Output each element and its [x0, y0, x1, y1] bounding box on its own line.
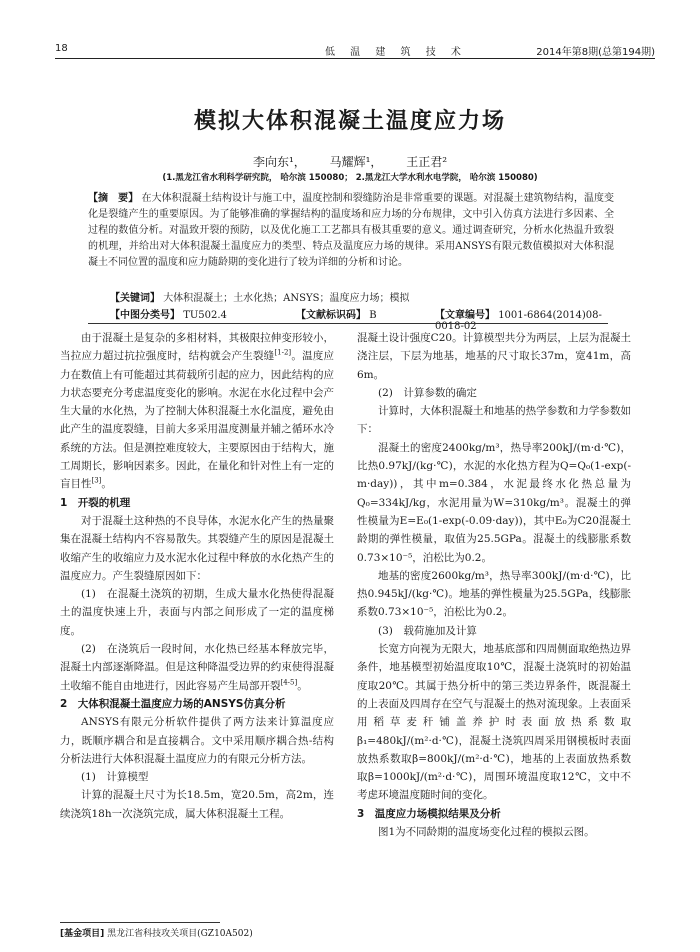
section-heading-1: 1 开裂的机理 — [60, 496, 131, 509]
paragraph: 混凝土的密度2400kg/m³，热导率200kJ/(m·d·℃)，比热0.97kJ/(kg·℃)，水泥的水化热方程为Q=Q₀(1-exp(-m·day))，其中m=0.384，水泥最终水化热总量为Q₀=334kJ/kg，水泥用量为W=310kg/m³。混凝土的弹性模量为E=E₀(1-exp(-0.09·day))，其中E₀为C20混凝土龄期的弹性模量，取值为25.5GPa。混凝土的线膨胀系数0.73×10⁻⁵，泊松比为0.2。 — [357, 441, 631, 564]
left-column — [60, 329, 334, 823]
journal-name: 低 温 建 筑 技 术 — [325, 47, 467, 58]
section-heading-3: 3 温度应力场模拟结果及分析 — [357, 807, 501, 820]
clc-value: TU502.4 — [183, 310, 227, 321]
abstract-text: 在大体积混凝土结构设计与施工中，温度控制和裂缝防治是非常重要的课题。对混凝土建筑物结构，温度变化是裂缝产生的重要原因。为了能够准确的掌握结构的温度场和应力场的分布规律，文中引入仿真方法进行多因素、全过程的数值分析。对温致开裂的预防，以及优化施工工艺都具有极其重要的意义。通过调查研究，分析水化热温升致裂的机理，并给出对大体积混凝土温度应力的类型、特点及温度应力场的规律。采用ANSYS有限元数值模拟对大体积混凝土不同位置的温度和应力随龄期的变化进行了较为详细的分析和讨论。 — [88, 193, 615, 268]
subsection-heading: (3) 载荷施加及计算 — [378, 624, 477, 637]
paper-title: 模拟大体积混凝土温度应力场 — [193, 109, 506, 134]
author-3: 王正君² — [406, 155, 448, 169]
paragraph: (1) 在混凝土浇筑的初期，生成大量水化热使得混凝土的温度快速上升，表面与内部之间形成了一定的温度梯度。 — [60, 588, 334, 637]
keywords — [110, 289, 620, 304]
footnote-text: 黑龙江省科技攻关项目(GZ10A502) — [107, 929, 253, 939]
paragraph: ANSYS有限元分析软件提供了两方法来计算温度应力，既顺序耦合和是直接耦合。文中采用顺序耦合热-结构分析法进行大体积混凝土温度应力的有限元分析方法。 — [60, 716, 334, 765]
author-list — [0, 153, 700, 170]
subsection-heading: (2) 计算参数的确定 — [378, 386, 477, 399]
paragraph: 地基的密度2600kg/m³，热导率300kJ/(m·d·℃)，比热0.945kJ/(kg·℃)。地基的弹性模量为25.5GPa，线膨胀系数0.73×10⁻⁵，泊松比为0.2。 — [357, 569, 631, 619]
section-heading-2: 2 大体积混凝土温度应力场的ANSYS仿真分析 — [60, 697, 286, 710]
footnote — [60, 926, 253, 939]
paragraph: 混凝土设计强度C20。计算模型共分为两层，上层为混凝土浇注层，下层为地基，地基的尺寸取长37m，宽41m，高6m。 — [357, 332, 631, 381]
page-number: 18 — [55, 43, 68, 54]
paragraph: 计算的混凝土尺寸为长18.5m，宽20.5m，高2m，连续浇筑18h一次浇筑完成，属大体积混凝土工程。 — [60, 789, 334, 820]
paragraph: (2) 在浇筑后一段时间，水化热已经基本释放完毕，混凝土内部逐渐降温。但是这种降温受边界的约束使得混凝土收缩不能自由地进行，因此容易产生局部开裂[4-5]。 — [60, 643, 334, 692]
paragraph: 计算时，大体积混凝土和地基的热学参数和力学参数如下： — [357, 405, 631, 436]
abstract — [88, 191, 614, 271]
paragraph: 对于混凝土这种热的不良导体，水泥水化产生的热量聚集在混凝土结构内不容易散失。其裂缝产生的原因是混凝土收缩产生的收缩应力及水泥水化过程中释放的水化热产生的温度应力。产生裂缝原因如下： — [60, 514, 334, 582]
subsection-heading: (1) 计算模型 — [81, 771, 149, 784]
footnote-rule — [60, 922, 220, 923]
paragraph: 长宽方向视为无限大，地基底部和四周侧面取绝热边界条件，地基模型初始温度取10℃，混凝土浇筑时的初始温度取20℃。其属于热分析中的第三类边界条件，既混凝土的上表面及四周存在空气与混凝土的热对流现象。上表面采用稻草麦秆铺盖养护时表面放热系数取β₁=480kJ/(m²·d·℃)，混凝土浇筑四周采用钢模板时表面放热系数取β=800kJ/(m²·d·℃)，地基的上表面放热系数取β=1000kJ/(m²·d·℃)，周围环境温度取12℃，文中不考虑环境温度随时间的变化。 — [357, 643, 631, 802]
doc-code-value: B — [369, 310, 377, 321]
paragraph: 图1为不同龄期的温度场变化过程的模拟云图。 — [378, 826, 595, 839]
abstract-label: 【摘 要】 — [88, 193, 139, 204]
doc-code-label: 【文献标识码】 — [296, 310, 366, 321]
keywords-label: 【关键词】 — [110, 293, 160, 304]
author-2: 马耀辉¹， — [329, 155, 383, 169]
footnote-label: [基金项目] — [60, 929, 105, 939]
author-1: 李向东¹， — [252, 155, 306, 169]
article-no-label: 【文章编号】 — [435, 310, 495, 321]
issue-info: 2014年第8期(总第194期) — [536, 47, 655, 58]
clc-label: 【中图分类号】 — [110, 310, 180, 321]
affiliation: (1.黑龙江省水利科学研究院， 哈尔滨 150080； 2.黑龙江大学水利水电学院， 哈尔滨 150080) — [162, 173, 538, 183]
paragraph: 由于混凝土是复杂的多相材料，其极限拉伸变形较小，当拉应力超过抗拉强度时，结构就会产生裂缝[1-2]。温度应力在数值上有可能超过其荷载所引起的应力，因此结构的应力状态要充分考虑温度变化的影响。水泥在水化过程中会产生大量的水化热，为了控制大体积混凝土水化温度，避免由此产生的温度裂缝，目前大多采用温度测量并辅之循环水冷系统的方法。但是测控难度较大，主要原因由于结构大，施工周期长，影响因素多。因此，在量化和针对性上有一定的盲目性[3]。 — [60, 332, 335, 491]
running-header — [55, 38, 655, 59]
keywords-text: 大体积混凝土；土水化热；ANSYS；温度应力场；模拟 — [163, 293, 410, 304]
article-no-value: 1001-6864(2014)08-0018-02 — [435, 310, 602, 332]
right-column — [357, 329, 631, 841]
divider — [88, 323, 608, 324]
